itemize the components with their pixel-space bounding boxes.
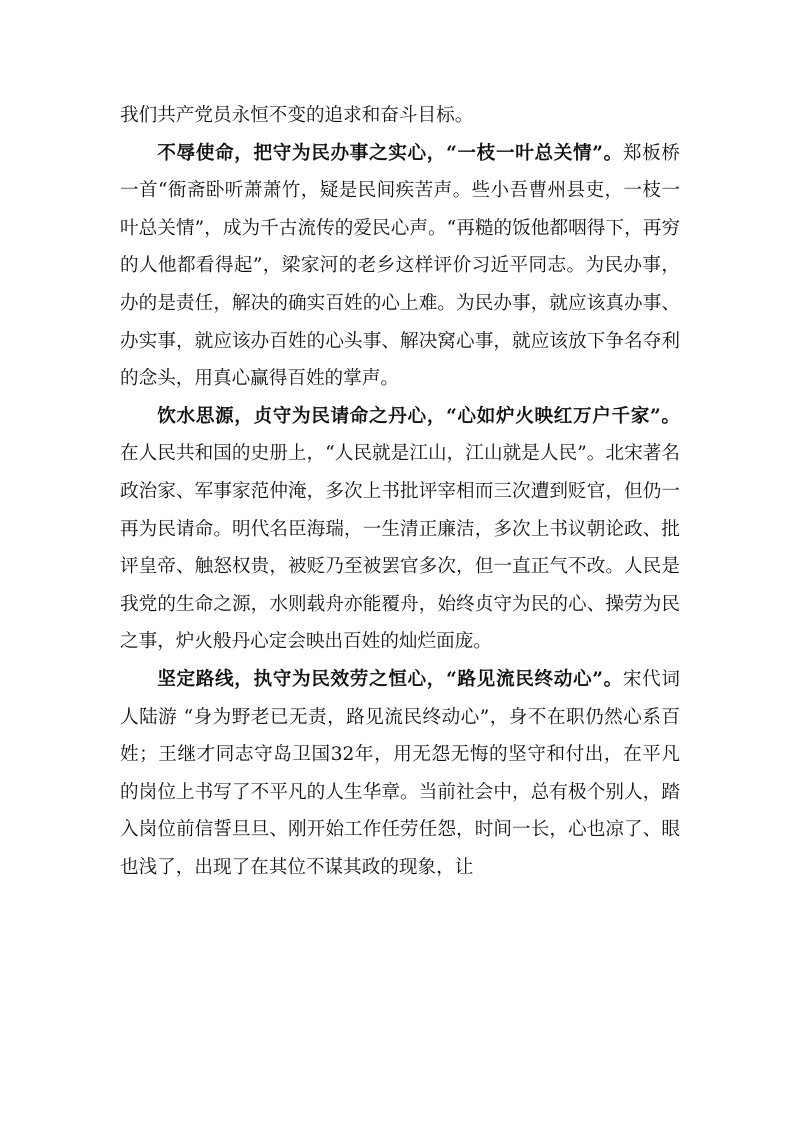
paragraph-text: 郑板桥一首“衙斋卧听萧萧竹，疑是民间疾苦声。些小吾曹州县吏，一枝一叶总关情”，成为千古流传的爱民心声。“再糙的饭他都咽得下，再穷的人他都看得起”，梁家河的老乡这样评价习近平同志。为民办事，办的是责任，解决的确实百姓的心上难。为民办事，就应该真办事、办实事，就应该办百姓的心头事、解决窝心事，就应该放下争名夺利的念头，用真心赢得百姓的掌声。 <box>120 142 680 390</box>
paragraph-lead: 饮水思源，贞守为民请命之丹心，“心如炉火映红万户千家”。 <box>157 405 680 427</box>
paragraph-lead: 不辱使命，把守为民办事之实心，“一枝一叶总关情”。 <box>157 142 623 164</box>
paragraph-firm-line <box>120 661 680 887</box>
paragraph-drink-water <box>120 398 680 661</box>
paragraph-continuation <box>120 97 680 135</box>
document-body <box>120 97 680 886</box>
paragraph-text: 宋代词人陆游 “身为野老已无责，路见流民终动心”，身不在职仍然心系百姓；王继才同志守岛卫国32年，用无怨无悔的坚守和付出，在平凡的岗位上书写了不平凡的人生华章。当前社会中，总有极个别人，踏入岗位前信誓旦旦、刚开始工作任劳任怨，时间一长，心也凉了、眼也浅了，出现了在其位不谋其政的现象，让 <box>120 668 680 878</box>
paragraph-lead: 坚定路线，执守为民效劳之恒心，“路见流民终动心”。 <box>157 668 623 690</box>
paragraph-uphold-mission <box>120 135 680 398</box>
paragraph-text: 在人民共和国的史册上，“人民就是江山，江山就是人民”。北宋著名政治家、军事家范仲淹，多次上书批评宰相而三次遭到贬官，但仍一再为民请命。明代名臣海瑞，一生清正廉洁，多次上书议朝论政、批评皇帝、触怒权贵，被贬乃至被罢官多次，但一直正气不改。人民是我党的生命之源，水则载舟亦能覆舟，始终贞守为民的心、操劳为民之事，炉火般丹心定会映出百姓的灿烂面庞。 <box>120 443 680 653</box>
paragraph-text: 我们共产党员永恒不变的追求和奋斗目标。 <box>120 105 474 126</box>
